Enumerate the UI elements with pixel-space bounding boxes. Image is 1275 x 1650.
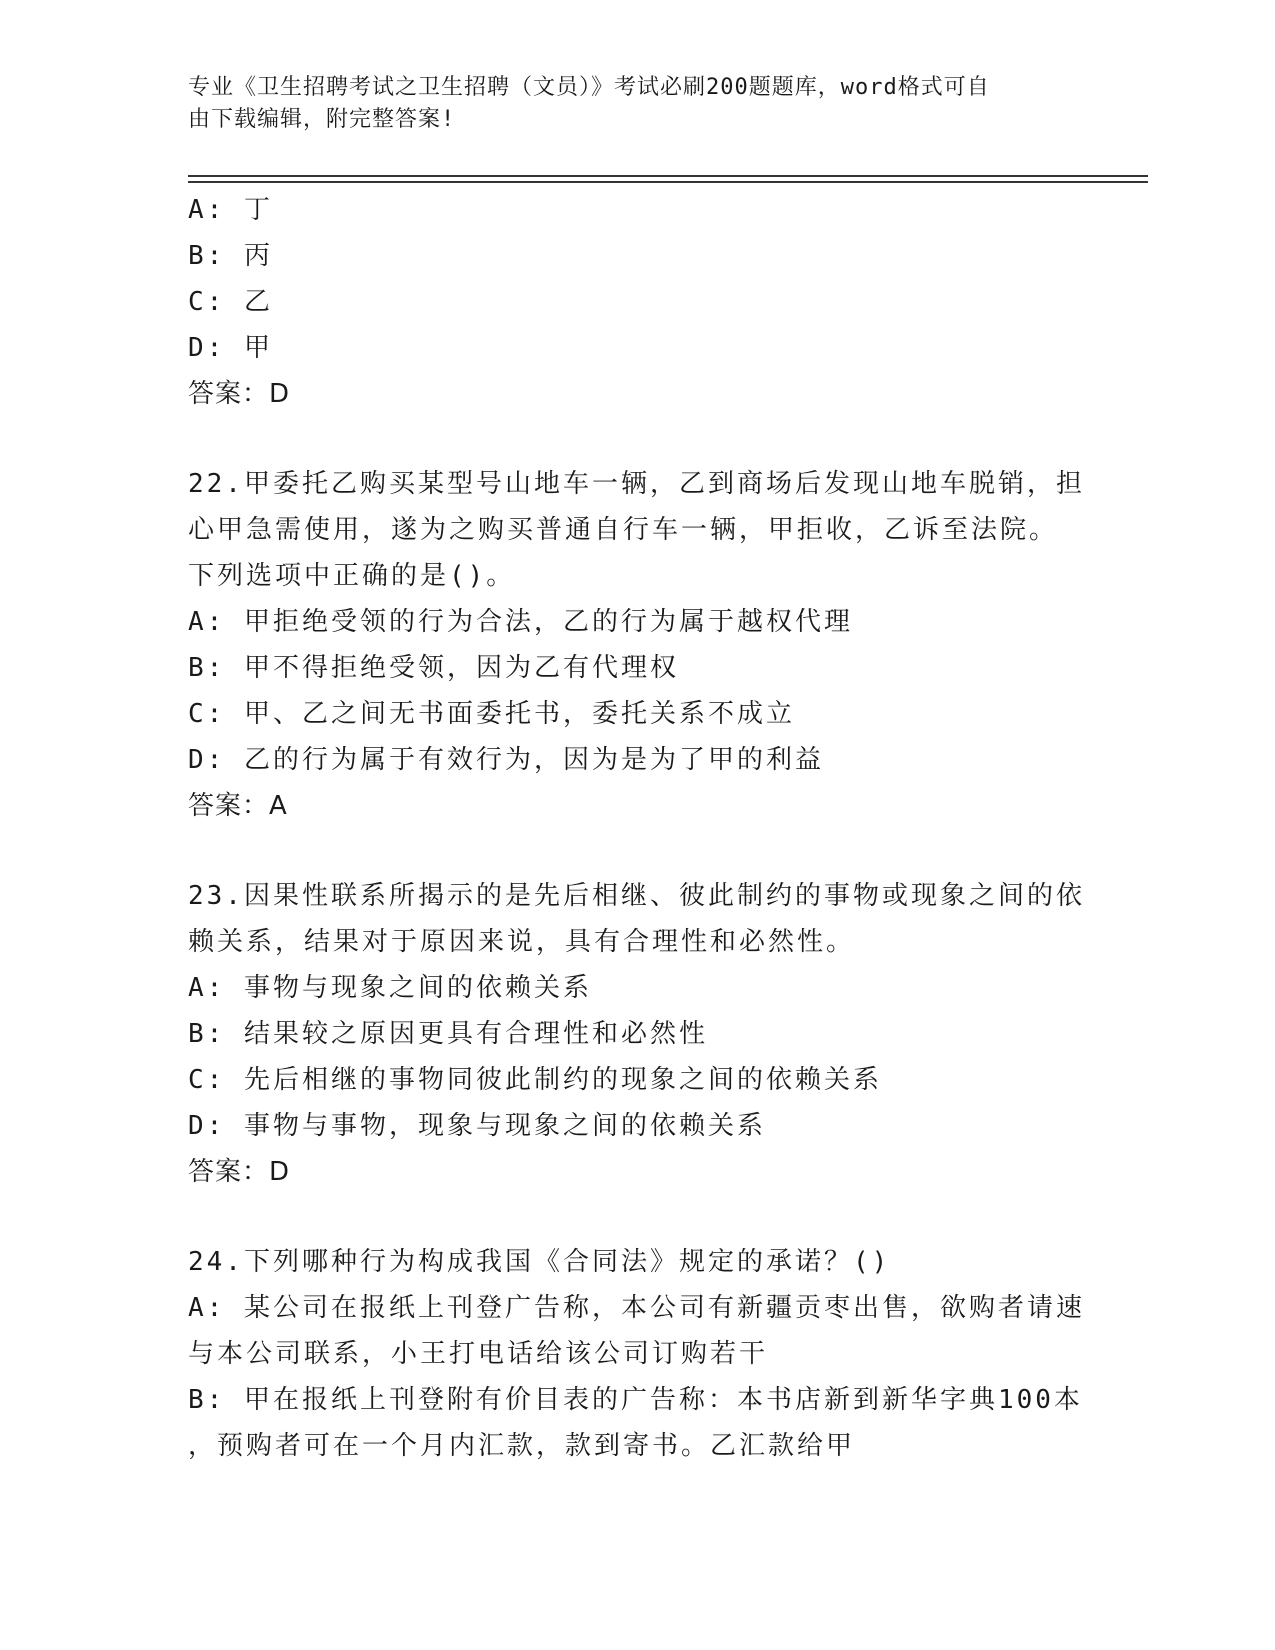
- option-a-continued: 与本公司联系，小王打电话给该公司订购若干: [188, 1339, 769, 1369]
- option-b-continued: ，预购者可在一个月内汇款，款到寄书。乙汇款给甲: [188, 1431, 856, 1461]
- question-stem-line: 22.甲委托乙购买某型号山地车一辆，乙到商场后发现山地车脱销，担: [188, 469, 1085, 499]
- question-stem-line: 23.因果性联系所揭示的是先后相继、彼此制约的事物或现象之间的依: [188, 881, 1085, 911]
- option-b: B: 甲在报纸上刊登附有价目表的广告称：本书店新到新华字典100本: [188, 1385, 1083, 1415]
- option-c: C: 乙: [188, 287, 273, 317]
- option-a: A: 甲拒绝受领的行为合法，乙的行为属于越权代理: [188, 607, 853, 637]
- header-divider-bottom: [188, 181, 1148, 183]
- answer: 答案：D: [188, 1157, 291, 1187]
- option-d: D: 事物与事物，现象与现象之间的依赖关系: [188, 1111, 766, 1141]
- option-c: C: 甲、乙之间无书面委托书，委托关系不成立: [188, 699, 795, 729]
- question-22: [188, 461, 1088, 829]
- option-a: A: 某公司在报纸上刊登广告称，本公司有新疆贡枣出售，欲购者请速: [188, 1293, 1085, 1323]
- option-b: B: 甲不得拒绝受领，因为乙有代理权: [188, 653, 679, 683]
- question-stem-line: 24.下列哪种行为构成我国《合同法》规定的承诺？(): [188, 1247, 891, 1277]
- option-b: B: 丙: [188, 241, 273, 271]
- question-23: [188, 873, 1088, 1195]
- header-divider-top: [188, 175, 1148, 177]
- answer: 答案：A: [188, 791, 288, 821]
- spacer: [188, 829, 1088, 873]
- option-d: D: 乙的行为属于有效行为，因为是为了甲的利益: [188, 745, 824, 775]
- question-stem-line: 赖关系，结果对于原因来说，具有合理性和必然性。: [188, 927, 856, 957]
- option-c: C: 先后相继的事物同彼此制约的现象之间的依赖关系: [188, 1065, 882, 1095]
- spacer: [188, 1195, 1088, 1239]
- header-line-1: 专业《卫生招聘考试之卫生招聘（文员）》考试必刷200题题库，word格式可自: [188, 75, 990, 100]
- spacer: [188, 417, 1088, 461]
- document-header: [188, 72, 1078, 136]
- question-stem-line: 下列选项中正确的是()。: [188, 561, 516, 591]
- header-line-2: 由下载编辑，附完整答案!: [188, 107, 456, 132]
- question-24: [188, 1239, 1088, 1469]
- option-b: B: 结果较之原因更具有合理性和必然性: [188, 1019, 708, 1049]
- question-stem-line: 心甲急需使用，遂为之购买普通自行车一辆，甲拒收，乙诉至法院。: [188, 515, 1059, 545]
- question-21: [188, 187, 1088, 417]
- option-d: D: 甲: [188, 333, 273, 363]
- option-a: A: 事物与现象之间的依赖关系: [188, 973, 592, 1003]
- answer: 答案：D: [188, 379, 291, 409]
- option-a: A: 丁: [188, 195, 273, 225]
- question-list: [188, 187, 1088, 1469]
